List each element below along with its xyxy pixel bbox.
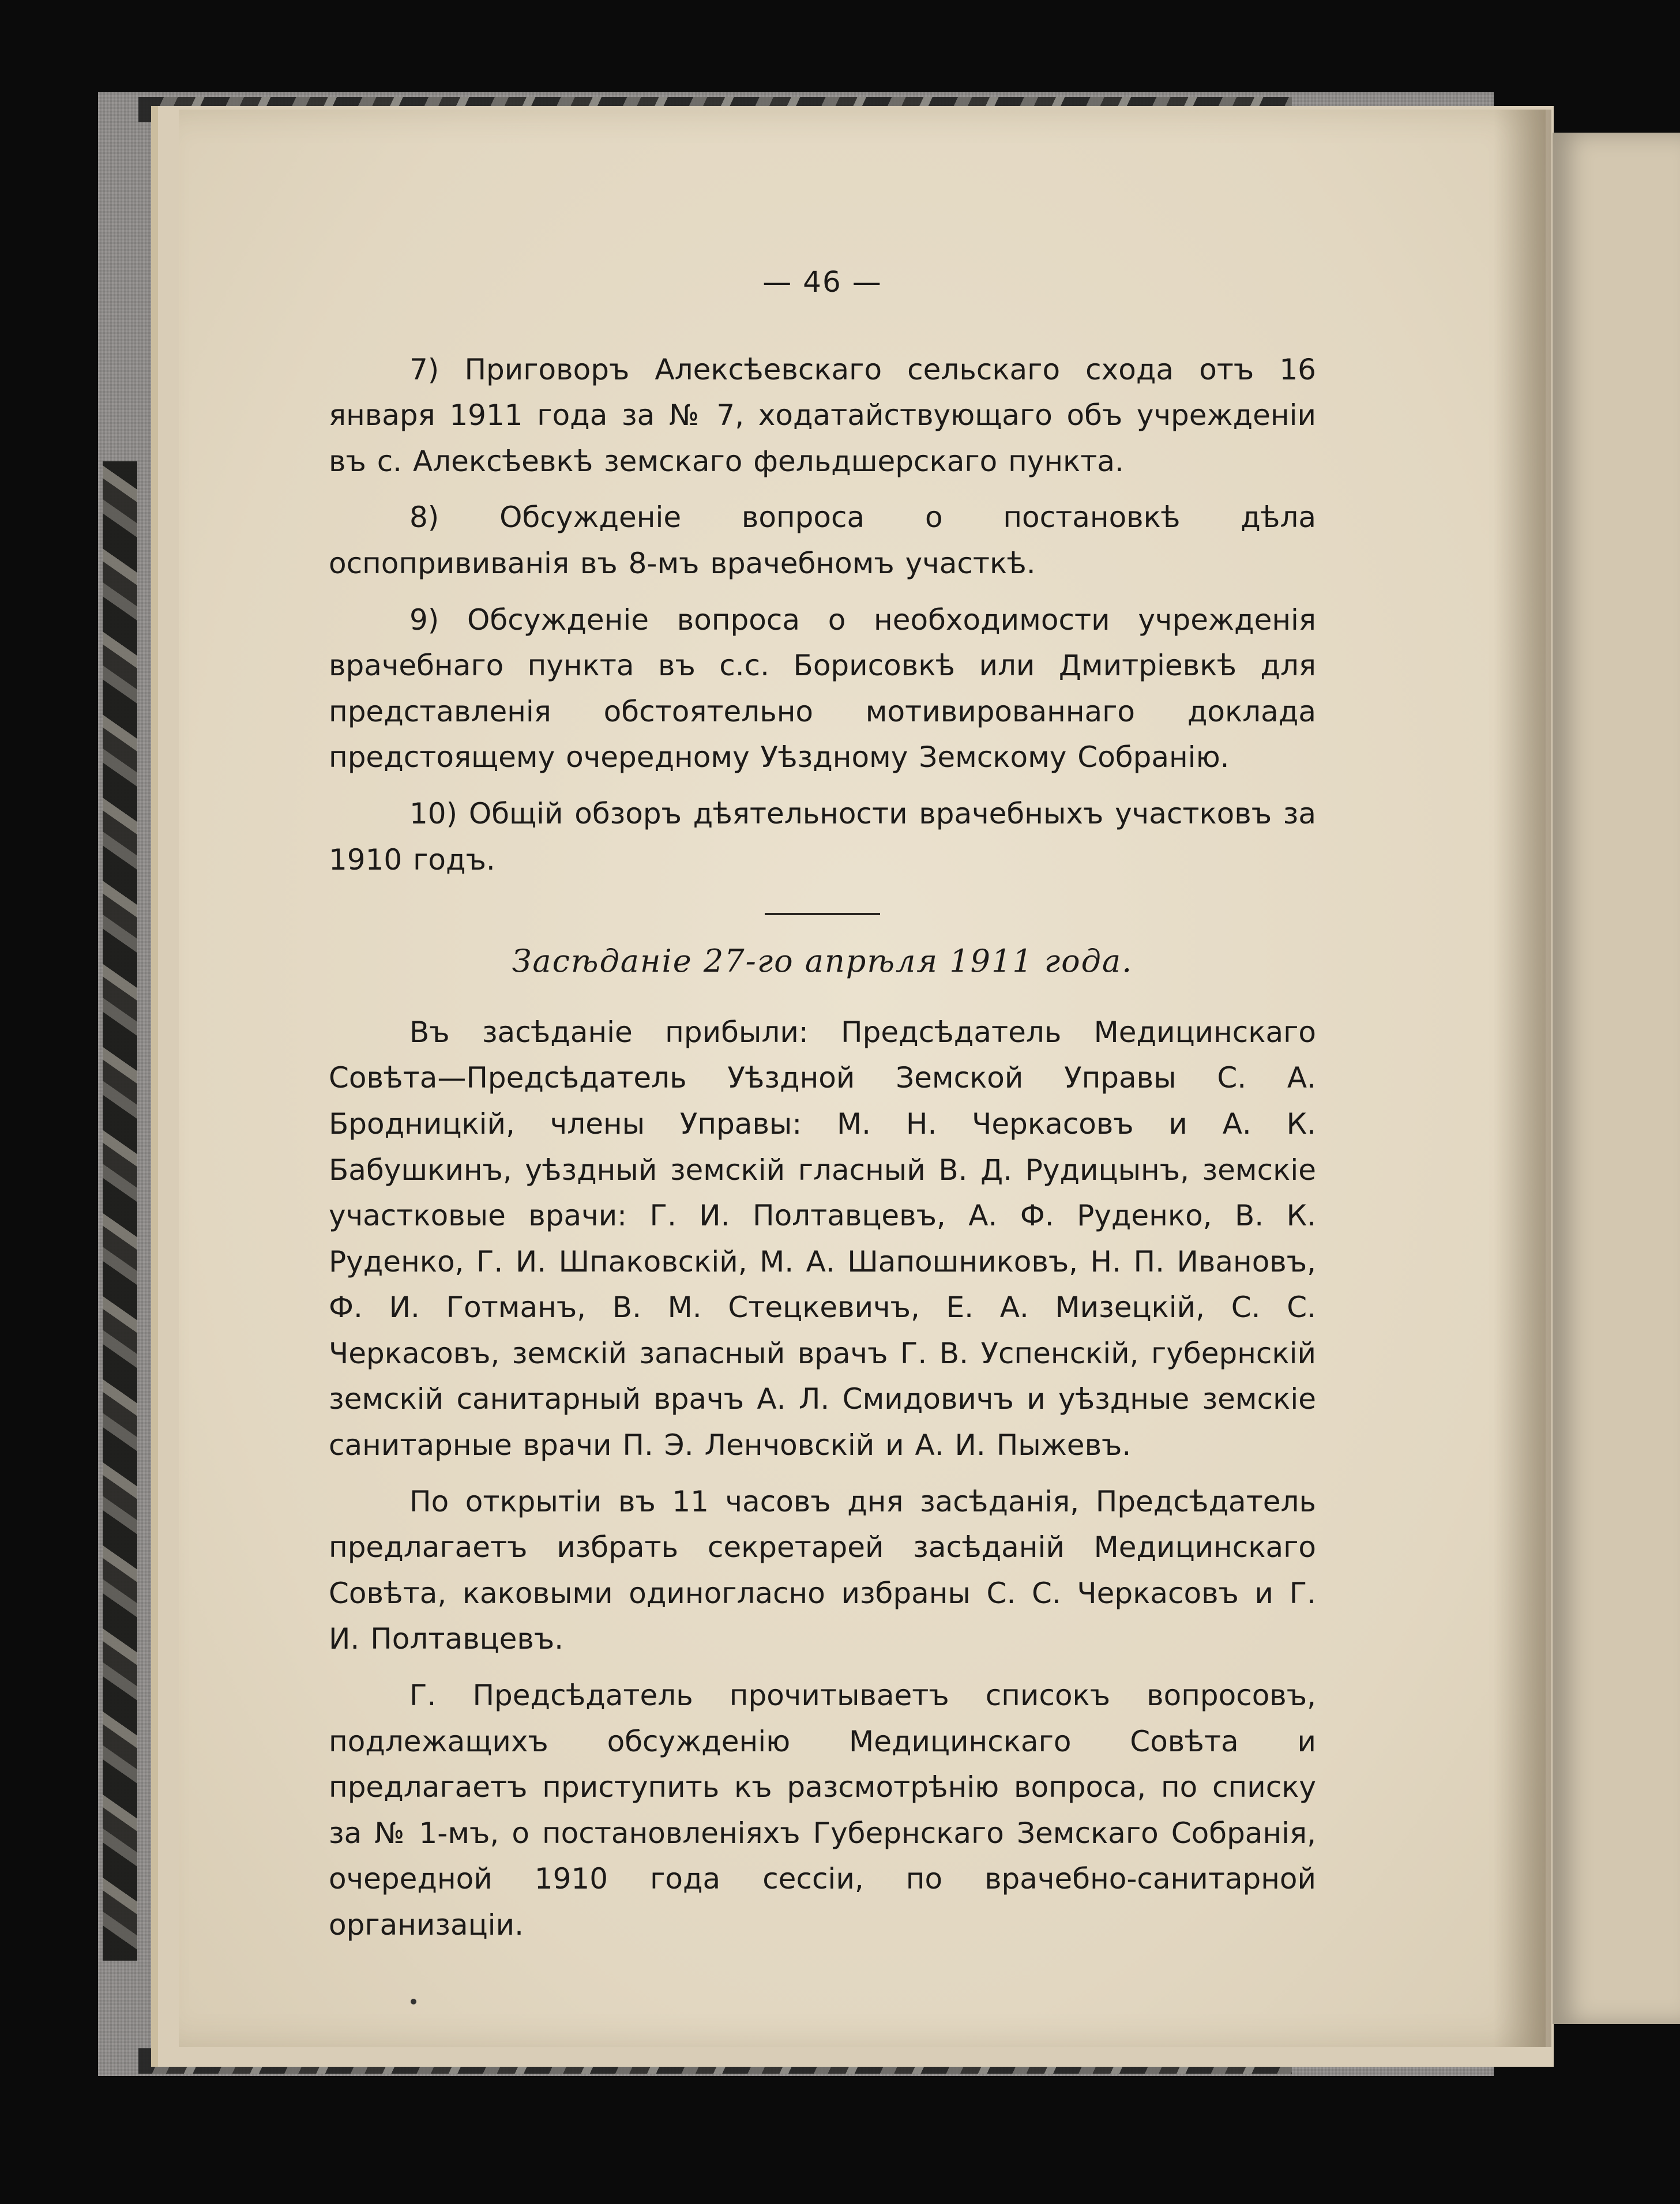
- agenda-item-10: 10) Общій обзоръ дѣятельности врачебныхъ участковъ за 1910 годъ.: [329, 796, 1316, 877]
- agenda-item-7: 7) Приговоръ Алексѣевскаго сельскаго схода отъ 16 января 1911 года за № 7, ходатайствующаго объ учрежденіи въ с. Алексѣевкѣ земскаго фельдшерскаго пункта.: [329, 352, 1316, 478]
- section-divider: [765, 913, 880, 915]
- marbled-edge-left: [103, 461, 137, 1961]
- agenda-item-8: 8) Обсужденіе вопроса о постановкѣ дѣла оспопрививанія въ 8-мъ врачебномъ участкѣ.: [329, 501, 1316, 580]
- attendees-paragraph: Въ засѣданіе прибыли: Предсѣдатель Медицинскаго Совѣта—Предсѣдатель Уѣздной Земской Управы С. А. Бродницкій, члены Управы: М. Н. Черкасовъ и А. К. Бабушкинъ, уѣздный земскій гласный В. Д. Рудицынъ, земскіе участковые врачи: Г. И. Полтавцевъ, А. Ф. Руденко, В. К. Руденко, Г. И. Шпаковскій, М. А. Шапошниковъ, Н. П. Ивановъ, Ф. И. Готманъ, В. М. Стецкевичъ, Е. А. Мизецкій, С. С. Черкасовъ, земскій запасный врачъ Г. В. Успенскій, губернскій земскій санитарный врачъ А. Л. Смидовичъ и уѣздные земскіе санитарные врачи П. Э. Ленчовскій и А. И. Пыжевъ.: [329, 1015, 1316, 1462]
- opening-paragraph: По открытіи въ 11 часовъ дня засѣданія, Предсѣдатель предлагаетъ избрать секретарей засѣданій Медицинскаго Совѣта, каковыми одиногласно избраны С. С. Черкасовъ и Г. И. Полтавцевъ.: [329, 1484, 1316, 1656]
- session-heading: Засѣданіе 27-го апрѣля 1911 года.: [512, 943, 1133, 980]
- agenda-item-9: 9) Обсужденіе вопроса о необходимости учрежденія врачебнаго пункта въ с.с. Борисовкѣ или Дмитріевкѣ для представленія обстоятельно мотивированнаго доклада предстоящему очередному Уѣздному Земскому Собранію.: [329, 603, 1316, 774]
- page-text-block: [329, 259, 1316, 1959]
- facing-page: [1553, 133, 1680, 2024]
- agenda-paragraph: Г. Предсѣдатель прочитываетъ списокъ вопросовъ, подлежащихъ обсужденію Медицинскаго Совѣта и предлагаетъ приступить къ разсмотрѣнію вопроса, по списку за № 1-мъ, о постановленіяхъ Губернскаго Земскаго Собранія, очередной 1910 года сессіи, по врачебно-санитарной организаціи.: [329, 1679, 1316, 1942]
- page-gutter-shadow: [1494, 110, 1551, 2047]
- page-number: — 46 —: [762, 265, 882, 299]
- ink-speck: [411, 1999, 416, 2004]
